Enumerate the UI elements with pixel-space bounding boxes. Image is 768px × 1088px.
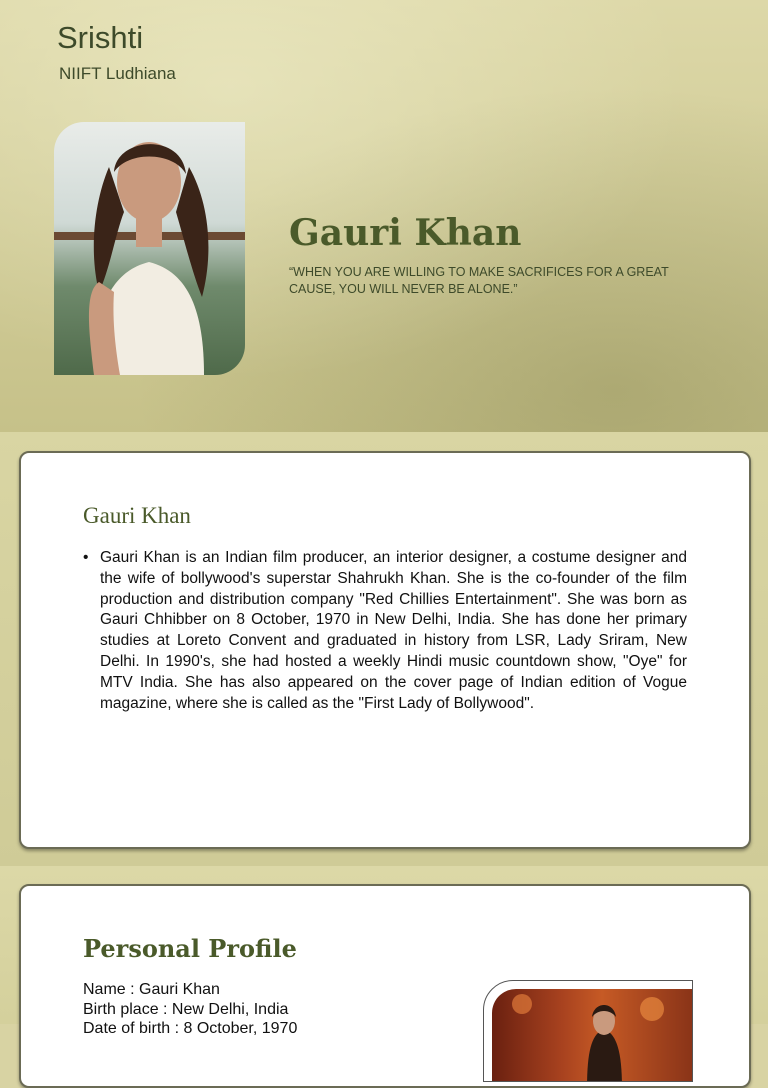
bio-title: Gauri Khan: [83, 503, 191, 528]
profile-line-dob: Date of birth : 8 October, 1970: [83, 1020, 298, 1037]
profile-photo-image: [492, 989, 692, 1082]
hero-name: Gauri Khan: [289, 212, 522, 254]
profile-line-name: Name : Gauri Khan: [83, 981, 220, 998]
profile-details: [83, 980, 297, 1039]
bio-paragraph: [83, 548, 687, 714]
profile-photo: [483, 980, 693, 1082]
profile-slide: [19, 884, 751, 1088]
portrait-photo: [54, 122, 245, 375]
bio-text: Gauri Khan is an Indian film producer, an interior designer, a costume designer and the wife of bollywood's superstar Shahrukh Khan. She is the co-founder of the film production and distribution company "Red Chillies Entertainment". She was born as Gauri Chhibber on 8 October, 1970 in New Delhi, India. She has done her primary studies at Loreto Convent and graduated in history from LSR, Lady Sriram, New Delhi. In 1990's, she had hosted a weekly Hindi music countdown show, "Oye" for MTV India. She has also appeared on the cover page of Indian edition of Vogue magazine, where she is called as the "First Lady of Bollywood".: [100, 549, 687, 712]
portrait-illustration: [54, 122, 245, 375]
hero-quote: “WHEN YOU ARE WILLING TO MAKE SACRIFICES FOR A GREAT CAUSE, YOU WILL NEVER BE ALONE.”: [289, 265, 669, 296]
org-subtitle: NIIFT Ludhiana: [59, 64, 176, 83]
profile-title: Personal Profile: [83, 934, 297, 963]
bullet-icon: •: [83, 549, 89, 566]
profile-line-birthplace: Birth place : New Delhi, India: [83, 1000, 289, 1018]
bio-slide: [19, 451, 751, 849]
org-name: Srishti: [57, 20, 144, 55]
profile-illustration: [492, 989, 692, 1082]
title-slide: [0, 0, 768, 432]
